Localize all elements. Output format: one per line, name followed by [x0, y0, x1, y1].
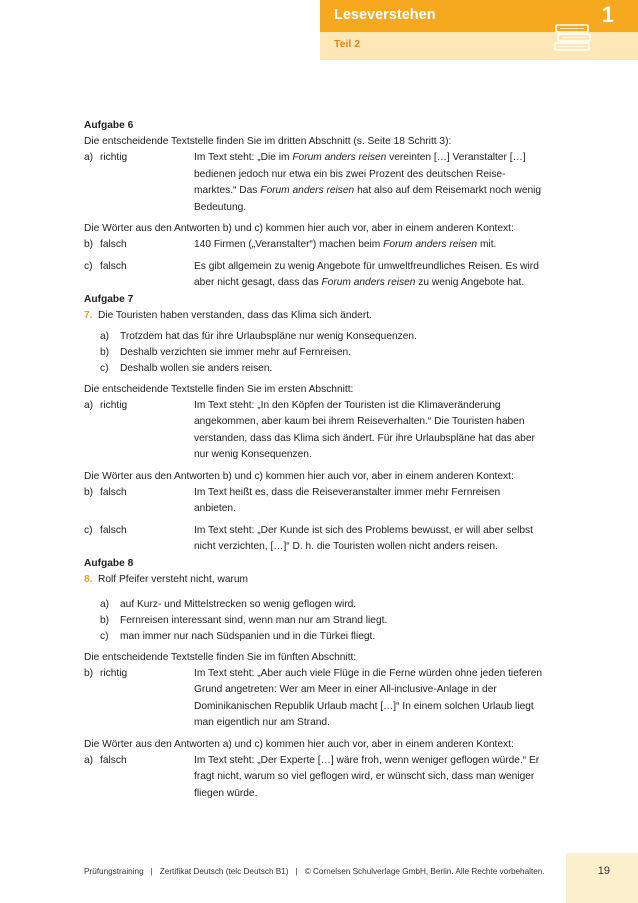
option-item: a) Trotzdem hat das für ihre Urlaubspläne nur wenig Konsequenzen.	[100, 330, 417, 342]
section-subtitle: Teil 2	[334, 38, 361, 50]
question-text: Rolf Pfeifer versteht nicht, warum	[98, 573, 249, 585]
question-text: Die Touristen haben verstanden, dass das Klima sich ändert.	[98, 309, 372, 321]
answer-row	[84, 237, 544, 254]
answer-letter: b)	[84, 239, 94, 250]
answer-row	[84, 259, 544, 292]
answer-verdict: falsch	[100, 754, 127, 766]
answer-letter: c)	[84, 524, 93, 536]
answer-row	[84, 753, 544, 803]
answer-verdict: falsch	[100, 239, 127, 250]
answer-letter: a)	[84, 754, 94, 766]
section-header	[320, 0, 638, 60]
task-heading: Aufgabe 6	[84, 120, 134, 131]
option-item: c) Deshalb wollen sie anders reisen.	[100, 362, 273, 374]
option-item: b) Fernreisen interessant sind, wenn man nur am Strand liegt.	[100, 614, 388, 626]
answer-row	[84, 485, 544, 518]
answer-verdict: richtig	[100, 152, 128, 163]
context-intro: Die Wörter aus den Antworten b) und c) kommen hier auch vor, aber in einem anderen Kontext:	[84, 470, 514, 482]
answer-verdict: falsch	[100, 524, 127, 536]
question	[84, 308, 544, 324]
task-heading: Aufgabe 7	[84, 293, 134, 305]
answer-letter: c)	[84, 260, 93, 272]
answer-verdict: falsch	[100, 486, 127, 498]
context-intro: Die Wörter aus den Antworten b) und c) kommen hier auch vor, aber in einem anderen Kontext:	[84, 223, 514, 234]
question-number: 7.	[84, 309, 93, 321]
answer-verdict: falsch	[100, 260, 127, 272]
answer-letter: a)	[84, 152, 94, 163]
answer-letter: a)	[84, 399, 94, 411]
context-intro: Die Wörter aus den Antworten a) und c) kommen hier auch vor, aber in einem anderen Kontext:	[84, 738, 514, 750]
section-title: Leseverstehen	[334, 7, 436, 23]
answer-verdict: richtig	[100, 667, 128, 679]
answer-row	[84, 523, 544, 556]
answer-row	[84, 150, 544, 216]
answer-explanation: Im Text heißt es, dass die Reiseveranstalter immer mehr Fernreisen anbieten.	[194, 486, 501, 514]
answer-letter: b)	[84, 486, 94, 498]
answer-key	[84, 118, 544, 802]
answer-row	[84, 398, 544, 464]
footer-copyright: © Cornelsen Schulverlage GmbH, Berlin. Alle Rechte vorbehalten.	[304, 867, 545, 876]
chapter-number: 1	[601, 2, 614, 27]
page-footer	[0, 853, 638, 903]
answer-explanation: Im Text steht: „Aber auch viele Flüge in die Ferne würden ohne jeden tieferen Grund angetreten: Wer am Meer in einer All-inclusive-Anlage in der Dominikanischen Republik Urlaub macht […]“ In einem solchen Urlaub liegt man eigentlich nur am Strand.	[194, 667, 543, 728]
answer-explanation: Im Text steht: „Die im Forum anders reisen vereinten […] Veranstalter […] bedienen jedoch nur etwa ein bis zwei Prozent des deutschen Reisemarktes.“ Das Forum anders reisen hat also auf dem Reisemarkt noch wenig Bedeutung.	[194, 152, 542, 213]
option-item: a) auf Kurz- und Mittelstrecken so wenig geflogen wird.	[100, 598, 357, 610]
answer-explanation: Im Text steht: „Der Kunde ist sich des Problems bewusst, er will aber selbst nicht verzichten, […]“ D. h. die Touristen wollen nicht anders reisen.	[194, 524, 533, 552]
task-intro: Die entscheidende Textstelle finden Sie im fünften Abschnitt:	[84, 651, 357, 663]
option-item: b) Deshalb verzichten sie immer mehr auf Fernreisen.	[100, 346, 352, 358]
task-intro: Die entscheidende Textstelle finden Sie im ersten Abschnitt:	[84, 383, 354, 395]
task-heading: Aufgabe 8	[84, 557, 134, 569]
task-intro: Die entscheidende Textstelle finden Sie im dritten Abschnitt (s. Seite 18 Schritt 3):	[84, 136, 452, 147]
page-number-box	[566, 853, 638, 903]
answer-explanation: Im Text steht: „In den Köpfen der Touristen ist die Klimaveränderung angekommen, aber kaum bei ihrem Reiseverhalten.“ Die Touristen haben verstanden, dass das Klima sich ändert. Für ihre Urlaubspläne hat das aber nur wenig Konsequenzen.	[194, 399, 535, 460]
answer-row	[84, 666, 544, 732]
option-item: c) man immer nur nach Südspanien und in die Türkei fliegt.	[100, 630, 376, 642]
answer-explanation: Es gibt allgemein zu wenig Angebote für umweltfreundliches Reisen. Es wird aber nicht gesagt, dass das Forum anders reisen zu wenig Angebote hat.	[194, 260, 539, 288]
footer-series: Prüfungstraining	[84, 867, 144, 876]
answer-explanation: 140 Firmen („Veranstalter“) machen beim Forum anders reisen mit.	[194, 239, 497, 250]
footer-text: Prüfungstraining | Zertifikat Deutsch (telc Deutsch B1) | © Cornelsen Schulverlage GmbH, Berlin. Alle Rechte vorbehalten.	[84, 867, 545, 876]
question-number: 8.	[84, 573, 93, 585]
question	[84, 572, 544, 588]
page-number: 19	[597, 865, 610, 877]
book-stack-icon	[552, 22, 596, 54]
answer-letter: b)	[84, 667, 94, 679]
answer-explanation: Im Text steht: „Der Experte […] wäre froh, wenn weniger geflogen würde.“ Er fragt nicht, warum so viel geflogen wird, er wünscht sich, dass man weniger fliegen würde.	[194, 754, 540, 799]
answer-verdict: richtig	[100, 399, 128, 411]
footer-exam: Zertifikat Deutsch (telc Deutsch B1)	[159, 867, 289, 876]
